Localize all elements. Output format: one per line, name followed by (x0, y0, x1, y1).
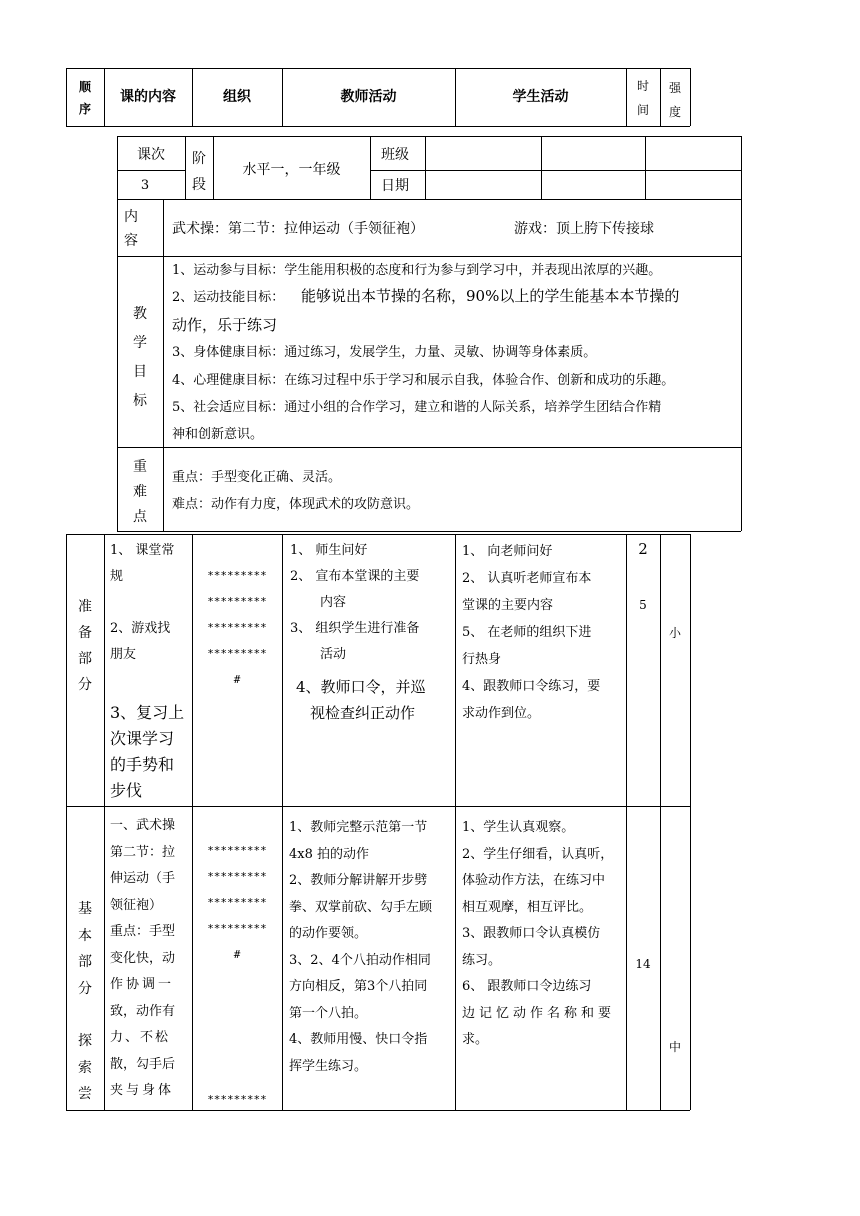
prep-teacher-activities: 1、 师生问好 2、 宣布本堂课的主要 内容 3、 组织学生进行准备 活动 (290, 543, 420, 662)
keypoints-label: 重 难 点 (133, 459, 147, 525)
header-teacher: 教师活动 (340, 89, 397, 105)
stage-label: 阶 段 (192, 151, 206, 193)
basic-section-label: 基 本 部 分 探 索 尝 (78, 901, 92, 1102)
basic-formation-bottom: ********* (207, 1093, 267, 1106)
goal-item: 动作，乐于练习 (172, 316, 278, 334)
goal-item: 神和创新意识。 (172, 427, 264, 442)
grade-level: 水平一，一年级 (242, 162, 341, 178)
difficult-point: 难点：动作有力度，体现武术的攻防意识。 (172, 497, 420, 512)
content-game: 游戏：顶上胯下传接球 (514, 221, 654, 237)
header-content: 课的内容 (120, 89, 176, 105)
content-label: 内 容 (124, 209, 138, 249)
prep-teacher-command: 4、教师口令，并巡 视检查纠正动作 (296, 678, 426, 722)
lesson-label: 课次 (137, 147, 165, 163)
basic-student-activities: 1、学生认真观察。 2、学生仔细看，认真听， 体验动作方法，在练习中 相互观摩，相互评比。 3、跟教师口令认真模仿 练习。 6、 跟教师口令边练习 边记忆动作名称和要 求。 (462, 820, 616, 1047)
basic-intensity: 中 (668, 1040, 681, 1054)
prep-student-activities: 1、 向老师问好 2、 认真听老师宣布本 堂课的主要内容 5、 在老师的组织下进 行热身 4、跟教师口令练习，要 求动作到位。 (462, 544, 601, 721)
prep-section-label: 准 备 部 分 (78, 599, 92, 693)
header-intensity: 强 度 (668, 81, 681, 119)
prep-time-a: 2 (638, 540, 648, 558)
goal-item: 3、身体健康目标：通过练习，发展学生，力量、灵敏、协调等身体素质。 (172, 345, 597, 360)
goals-label: 教 学 目 标 (133, 306, 147, 409)
basic-time: 14 (635, 957, 651, 971)
basic-formation: ********* ********* ********* ********* # (207, 844, 267, 961)
header-org: 组织 (223, 89, 251, 105)
date-label: 日期 (381, 178, 409, 194)
basic-teacher-activities: 1、教师完整示范第一节 4x8 拍的动作 2、教师分解讲解开步劈 拳、双掌前砍、勾手左顾 的动作要领。 3、2、4个八拍动作相同 方向相反，第3个八拍同 第一个八拍。 4、教师用慢、快口令指 挥学生练习。 (289, 820, 433, 1074)
goal-item: 1、运动参与目标：学生能用积极的态度和行为参与到学习中，并表现出浓厚的兴趣。 (172, 263, 662, 278)
goal-item: 5、社会适应目标：通过小组的合作学习，建立和谐的人际关系，培养学生团结合作精 (172, 400, 662, 415)
content-text: 武术操：第二节：拉伸运动（手领征袍） (172, 221, 424, 237)
goal-item: 4、心理健康目标：在练习过程中乐于学习和展示自我，体验合作、创新和成功的乐趣。 (172, 373, 675, 388)
goal-item: 2、运动技能目标： (172, 290, 285, 305)
goal-item: 能够说出本节操的名称，90%以上的学生能基本本节操的 (301, 287, 680, 305)
prep-review: 3、复习上 次课学习 的手势和 步伐 (110, 703, 185, 800)
prep-time-b: 5 (639, 598, 647, 612)
key-point: 重点：手型变化正确、灵活。 (172, 470, 342, 485)
lesson-number: 3 (140, 178, 150, 193)
header-seq: 顺 序 (78, 80, 91, 116)
prep-formation: ********* ********* ********* ********* # (207, 569, 267, 686)
header-time: 时 间 (636, 79, 649, 117)
class-label: 班级 (381, 147, 409, 163)
prep-content: 1、 课堂常 规 2、游戏找 朋友 (110, 543, 175, 662)
header-student: 学生活动 (512, 89, 569, 105)
basic-content: 一、武术操 第二节：拉 伸运动（手 领征袍） 重点：手型 变化快，动 作协调一 致，动作有 力、不松 散，勾手后 夹与身体 (110, 818, 176, 1098)
prep-intensity: 小 (668, 626, 681, 640)
